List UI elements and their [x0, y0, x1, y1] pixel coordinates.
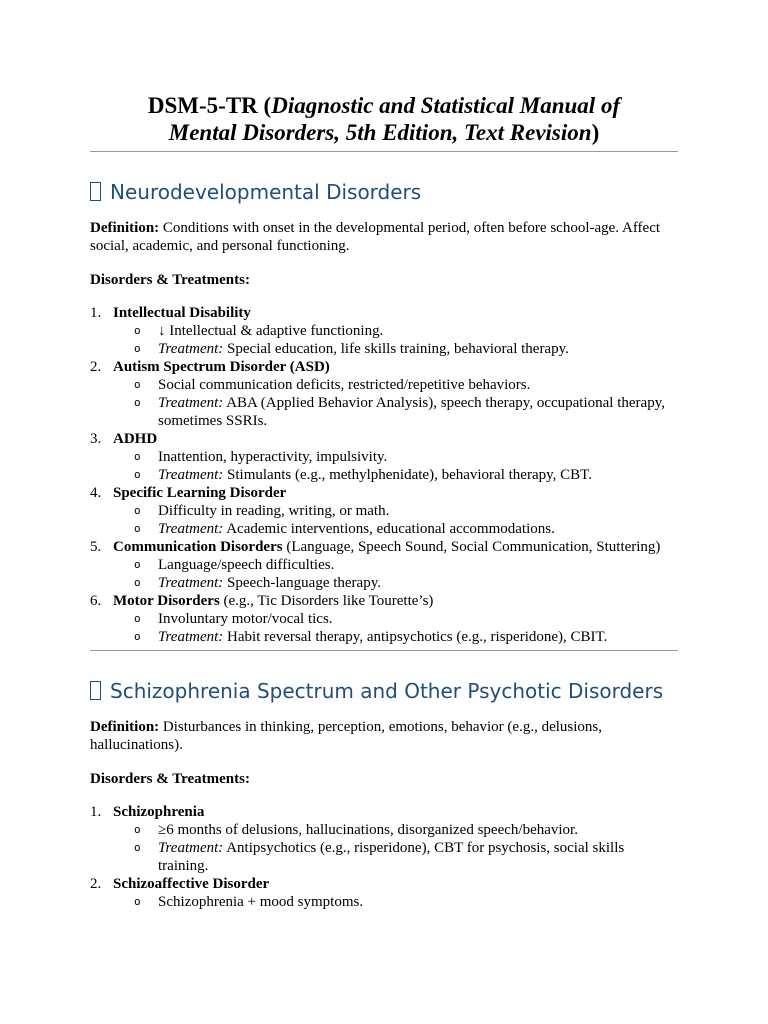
document-title	[90, 92, 678, 146]
item-number: 4.	[90, 485, 102, 501]
treatment-label: Treatment:	[158, 575, 224, 591]
bullet-item	[134, 839, 678, 875]
disorders-heading-text: Disorders & Treatments:	[90, 272, 250, 288]
bullet-marker-icon: o	[134, 522, 141, 535]
item-number: 1.	[90, 305, 102, 321]
title-close-paren: )	[591, 120, 600, 145]
section-divider	[90, 650, 678, 651]
bullet-marker-icon: o	[134, 612, 141, 625]
bullet-list	[113, 821, 678, 875]
bullet-marker-icon: o	[134, 630, 141, 643]
treatment-label: Treatment:	[158, 629, 224, 645]
disorder-item	[90, 875, 678, 911]
disorders-heading-text: Disorders & Treatments:	[90, 771, 250, 787]
item-number: 1.	[90, 804, 102, 820]
disorder-name: Schizophrenia	[113, 804, 205, 820]
bullet-list	[113, 556, 678, 592]
bullet-marker-icon: o	[134, 823, 141, 836]
disorders-list	[90, 803, 678, 911]
section-heading-schizophrenia	[90, 678, 678, 704]
disorder-name: ADHD	[113, 431, 158, 447]
bullet-marker-icon: o	[134, 342, 141, 355]
treatment-label: Treatment:	[158, 467, 224, 483]
bullet-marker-icon: o	[134, 450, 141, 463]
bullet-item	[134, 340, 678, 358]
bullet-text: Language/speech difficulties.	[158, 557, 335, 573]
bullet-item	[134, 821, 678, 839]
bullet-marker-icon: o	[134, 576, 141, 589]
bullet-item	[134, 376, 678, 394]
disorder-item	[90, 484, 678, 538]
disorder-name: Communication Disorders	[113, 539, 283, 555]
bullet-text: ABA (Applied Behavior Analysis), speech therapy, occupational therapy, sometimes SSRIs.	[158, 395, 665, 429]
bullet-list	[113, 448, 678, 484]
item-number: 6.	[90, 593, 102, 609]
definition-text: Disturbances in thinking, perception, emotions, behavior (e.g., delusions, hallucinations).	[90, 719, 603, 753]
bullet-item	[134, 610, 678, 628]
missing-glyph-icon	[90, 182, 101, 201]
bullet-list	[113, 322, 678, 358]
bullet-text: ≥6 months of delusions, hallucinations, disorganized speech/behavior.	[158, 822, 578, 838]
section-definition	[90, 219, 678, 255]
bullet-item	[134, 628, 678, 646]
bullet-text: ↓ Intellectual & adaptive functioning.	[158, 323, 384, 339]
bullet-item	[134, 574, 678, 592]
section-definition	[90, 718, 678, 754]
disorders-list	[90, 304, 678, 646]
bullet-text: Speech-language therapy.	[223, 575, 381, 591]
bullet-list	[113, 610, 678, 646]
bullet-marker-icon: o	[134, 558, 141, 571]
disorders-heading	[90, 271, 678, 289]
title-full-name: Diagnostic and Statistical Manual of Mental Disorders, 5th Edition, Text Revision	[168, 93, 621, 145]
document-content	[90, 92, 678, 911]
bullet-text: Special education, life skills training, behavioral therapy.	[223, 341, 569, 357]
disorder-name: Autism Spectrum Disorder (ASD)	[113, 359, 330, 375]
bullet-item	[134, 466, 678, 484]
disorder-item	[90, 358, 678, 430]
bullet-marker-icon: o	[134, 324, 141, 337]
bullet-text: Social communication deficits, restricted/repetitive behaviors.	[158, 377, 531, 393]
disorder-name: Motor Disorders	[113, 593, 220, 609]
bullet-text: Schizophrenia + mood symptoms.	[158, 894, 364, 910]
disorder-name: Schizoaffective Disorder	[113, 876, 270, 892]
title-open-paren: (	[257, 93, 272, 118]
treatment-label: Treatment:	[158, 395, 224, 411]
disorder-item	[90, 538, 678, 592]
bullet-list	[113, 893, 678, 911]
disorder-name: Specific Learning Disorder	[113, 485, 287, 501]
bullet-text: Inattention, hyperactivity, impulsivity.	[158, 449, 388, 465]
item-number: 3.	[90, 431, 102, 447]
bullet-item	[134, 893, 678, 911]
bullet-text: Involuntary motor/vocal tics.	[158, 611, 333, 627]
disorder-item	[90, 304, 678, 358]
definition-label: Definition:	[90, 719, 160, 735]
bullet-text: Antipsychotics (e.g., risperidone), CBT for psychosis, social skills training.	[158, 840, 625, 874]
item-number: 2.	[90, 359, 102, 375]
bullet-list	[113, 502, 678, 538]
bullet-item	[134, 520, 678, 538]
disorder-note: (Language, Speech Sound, Social Communication, Stuttering)	[282, 539, 661, 555]
disorder-note: (e.g., Tic Disorders like Tourette’s)	[219, 593, 434, 609]
disorder-item	[90, 592, 678, 646]
item-number: 2.	[90, 876, 102, 892]
bullet-text: Difficulty in reading, writing, or math.	[158, 503, 390, 519]
bullet-marker-icon: o	[134, 378, 141, 391]
title-divider	[90, 151, 678, 152]
treatment-label: Treatment:	[158, 840, 224, 856]
section-heading-text: Schizophrenia Spectrum and Other Psychotic Disorders	[110, 679, 664, 703]
bullet-item	[134, 448, 678, 466]
definition-label: Definition:	[90, 220, 160, 236]
treatment-label: Treatment:	[158, 341, 224, 357]
bullet-marker-icon: o	[134, 841, 141, 854]
bullet-item	[134, 394, 678, 430]
treatment-label: Treatment:	[158, 521, 224, 537]
title-acronym: DSM-5-TR	[147, 93, 258, 118]
disorders-heading	[90, 770, 678, 788]
bullet-marker-icon: o	[134, 396, 141, 409]
definition-text: Conditions with onset in the developmental period, often before school-age. Affect social, academic, and personal functioning.	[90, 220, 661, 254]
bullet-item	[134, 322, 678, 340]
bullet-list	[113, 376, 678, 430]
bullet-marker-icon: o	[134, 468, 141, 481]
item-number: 5.	[90, 539, 102, 555]
bullet-marker-icon: o	[134, 895, 141, 908]
missing-glyph-icon	[90, 681, 101, 700]
section-heading-text: Neurodevelopmental Disorders	[110, 180, 422, 204]
bullet-text: Habit reversal therapy, antipsychotics (e.g., risperidone), CBIT.	[223, 629, 608, 645]
bullet-text: Academic interventions, educational accommodations.	[223, 521, 555, 537]
disorder-item	[90, 803, 678, 875]
section-heading-neurodevelopmental	[90, 179, 678, 205]
bullet-item	[134, 556, 678, 574]
bullet-item	[134, 502, 678, 520]
disorder-name: Intellectual Disability	[113, 305, 251, 321]
bullet-marker-icon: o	[134, 504, 141, 517]
bullet-text: Stimulants (e.g., methylphenidate), behavioral therapy, CBT.	[223, 467, 592, 483]
disorder-item	[90, 430, 678, 484]
